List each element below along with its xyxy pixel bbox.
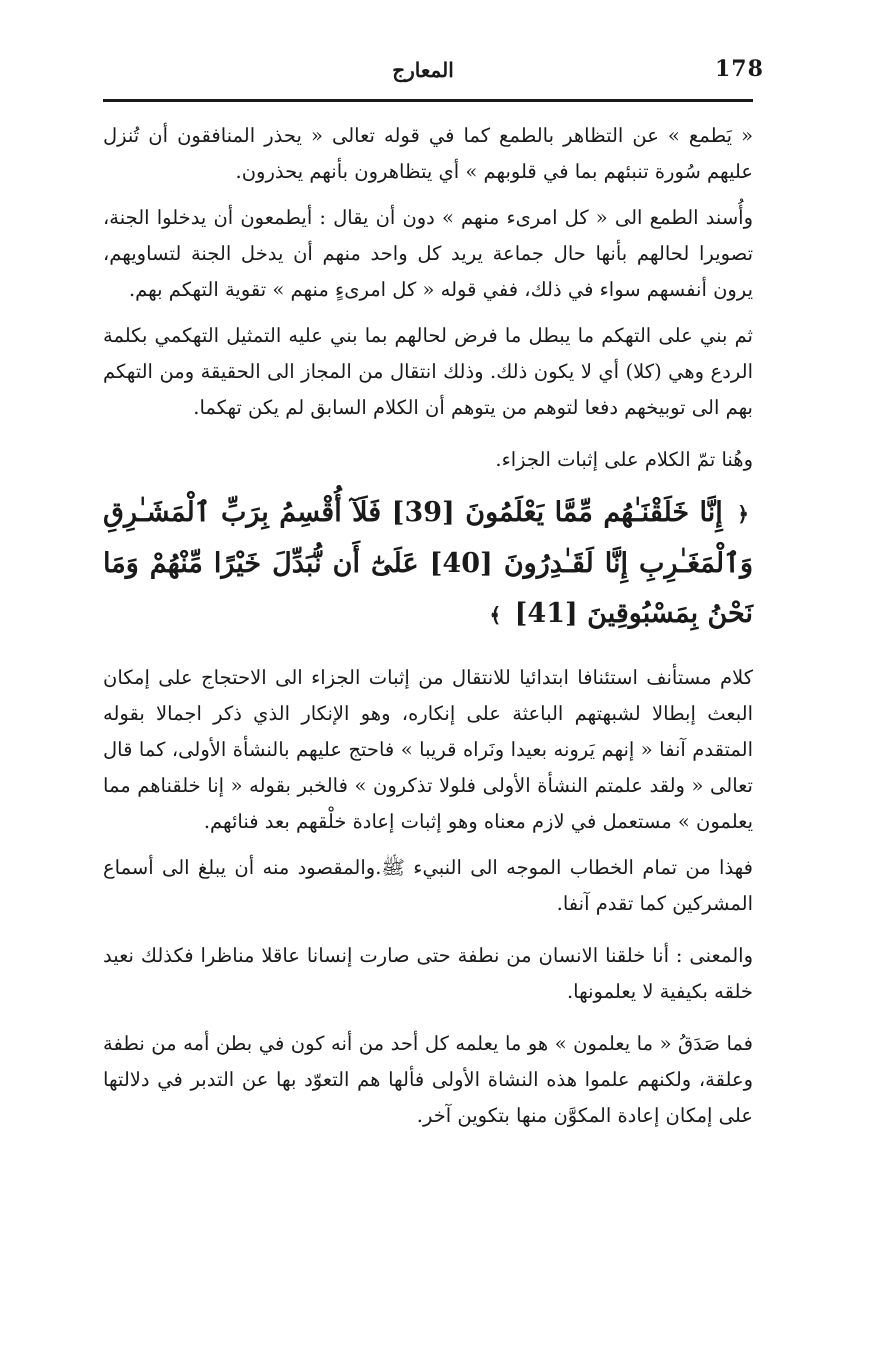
page-number: 178 <box>715 56 764 82</box>
quran-verse <box>103 488 753 640</box>
paragraph-8: فما صَدَقُ « ما يعلمون » هو ما يعلمه كل أحد من أنه كون في بطن أمه من نطفة وعلقة، ولكنهم علموا هذه النشاة الأولى فألها هم التعوّد بها عن التدبر في دلالتها على إمكان إعادة المكوَّن منها بتكوين آخر. <box>103 1032 753 1127</box>
page-body <box>103 118 753 1134</box>
paragraph-5: كلام مستأنف استئنافا ابتدائيا للانتقال من إثبات الجزاء الى الاحتجاج على إمكان البعث إبطالا لشبهتهم الباعثة على إنكاره، وهو الإنكار الذي ذكر اجمالا بقوله المتقدم آنفا « إنهم يَرونه بعيدا ونَراه قريبا » فاحتج عليهم بالنشأة الأولى، كما قال تعالى « ولقد علمتم النشأة الأولى فلولا تذكرون » فالخبر بقوله « إنا خلقناهم مما يعلمون » مستعمل في لازم معناه وهو إثبات إعادة خلْقهم بعد فنائهم. <box>103 666 753 833</box>
paragraph-2: وأُسند الطمع الى « كل امرىء منهم » دون أن يقال : أيطمعون أن يدخلوا الجنة، تصويرا لحالهم بأنها حال جماعة يريد كل واحد منهم أن يدخل الجنة لتساويهم، يرون أنفسهم سواء في ذلك، ففي قوله « كل امرىءٍ منهم » تقوية التهكم بهم. <box>103 206 753 301</box>
header-rule <box>103 99 753 102</box>
paragraph-4: وهُنا تمّ الكلام على إثبات الجزاء. <box>495 448 753 471</box>
verse-open-bracket: ﴿ <box>737 502 749 526</box>
verse-text: إِنَّا خَلَقْنَـٰهُم مِّمَّا يَعْلَمُونَ [39] فَلَآ أُقْسِمُ بِرَبِّ ٱلْمَشَـٰرِقِ وَٱلْمَغَـٰرِبِ إِنَّا لَقَـٰدِرُونَ [40] عَلَىٰٓ أَن نُّبَدِّلَ خَيْرًا مِّنْهُمْ وَمَا نَحْنُ بِمَسْبُوقِينَ [41] <box>103 497 753 629</box>
paragraph-3: ثم بني على التهكم ما يبطل ما فرض لحالهم بما بني عليه التمثيل التهكمي بكلمة الردع وهي (كلا) أي لا يكون ذلك. وذلك انتقال من المجاز الى الحقيقة ومن التهكم بهم الى توبيخهم دفعا لتوهم من يتوهم أن الكلام السابق لم يكن تهكما. <box>103 324 753 419</box>
running-title: المعارج <box>392 58 454 82</box>
paragraph-1: « يَطمع » عن التظاهر بالطمع كما في قوله تعالى « يحذر المنافقون أن تُنزل عليهم سُورة تنبئهم بما في قلوبهم » أي يتظاهرون بأنهم يحذرون. <box>103 124 753 183</box>
paragraph-6: فهذا من تمام الخطاب الموجه الى النبيء ﷺ.والمقصود منه أن يبلغ الى أسماع المشركين كما تقدم آنفا. <box>103 856 753 915</box>
verse-close-bracket: ﴾ <box>489 603 502 627</box>
page-header <box>103 56 764 92</box>
paragraph-7: والمعنى : أنا خلقنا الانسان من نطفة حتى صارت إنسانا عاقلا مناظرا فكذلك نعيد خلقه بكيفية لا يعلمونها. <box>103 944 753 1003</box>
